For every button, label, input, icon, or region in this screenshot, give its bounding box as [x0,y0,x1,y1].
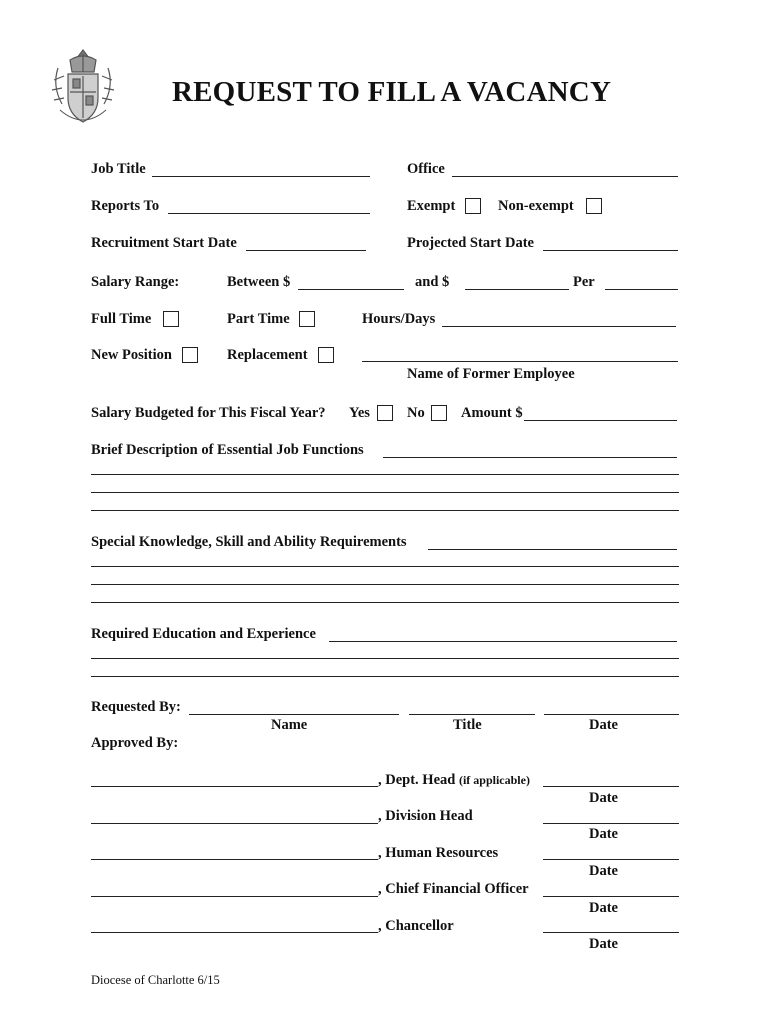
yes-label: Yes [349,405,370,421]
office-label: Office [407,161,445,177]
new-position-checkbox[interactable] [182,347,198,363]
hours-days-field[interactable] [442,326,676,327]
dept-head-date-field[interactable] [543,786,679,787]
requested-date-field[interactable] [544,714,679,715]
cfo-signature-field[interactable] [91,896,378,897]
hr-label: , Human Resources [378,845,499,861]
dept-head-label: , Dept. Head (if applicable) [378,772,530,788]
projected-start-field[interactable] [543,250,678,251]
job-title-field[interactable] [152,176,370,177]
no-checkbox[interactable] [431,405,447,421]
projected-start-label: Projected Start Date [407,235,534,251]
job-functions-line[interactable] [91,510,679,511]
amount-field[interactable] [524,420,677,421]
special-knowledge-line[interactable] [91,584,679,585]
hr-date-field[interactable] [543,859,679,860]
and-label: and $ [415,274,450,290]
no-label: No [407,405,425,421]
part-time-checkbox[interactable] [299,311,315,327]
date-caption: Date [589,826,618,842]
salary-per-field[interactable] [605,289,678,290]
education-field[interactable] [329,641,677,642]
name-caption: Name [271,717,308,733]
per-label: Per [573,274,595,290]
date-caption: Date [589,863,618,879]
yes-checkbox[interactable] [377,405,393,421]
new-position-label: New Position [91,347,172,363]
chancellor-signature-field[interactable] [91,932,378,933]
former-employee-field[interactable] [362,361,678,362]
replacement-label: Replacement [227,347,308,363]
requested-name-field[interactable] [189,714,399,715]
exempt-label: Exempt [407,198,456,214]
reports-to-field[interactable] [168,213,370,214]
if-applicable-note: (if applicable) [458,773,530,787]
between-label: Between $ [227,274,291,290]
chancellor-label: , Chancellor [378,918,454,934]
diocesan-crest-icon [44,46,122,130]
special-knowledge-line[interactable] [91,602,679,603]
cfo-label: , Chief Financial Officer [378,881,529,897]
education-line[interactable] [91,658,679,659]
date-caption: Date [589,900,618,916]
part-time-label: Part Time [227,311,290,327]
office-field[interactable] [452,176,678,177]
dept-head-signature-field[interactable] [91,786,378,787]
title-caption: Title [453,717,482,733]
full-time-checkbox[interactable] [163,311,179,327]
requested-title-field[interactable] [409,714,535,715]
non-exempt-checkbox[interactable] [586,198,602,214]
hours-days-label: Hours/Days [362,311,436,327]
education-line[interactable] [91,676,679,677]
division-head-label: , Division Head [378,808,473,824]
job-functions-label: Brief Description of Essential Job Functions [91,442,364,458]
job-functions-line[interactable] [91,474,679,475]
education-label: Required Education and Experience [91,626,316,642]
salary-min-field[interactable] [298,289,404,290]
salary-budgeted-label: Salary Budgeted for This Fiscal Year? [91,405,326,421]
job-title-label: Job Title [91,161,146,177]
requested-by-label: Requested By: [91,699,181,715]
chancellor-date-field[interactable] [543,932,679,933]
date-caption: Date [589,936,618,952]
full-time-label: Full Time [91,311,152,327]
salary-range-label: Salary Range: [91,274,180,290]
job-functions-line[interactable] [91,492,679,493]
special-knowledge-field[interactable] [428,549,677,550]
page-title: REQUEST TO FILL A VACANCY [172,76,612,108]
special-knowledge-line[interactable] [91,566,679,567]
recruitment-start-label: Recruitment Start Date [91,235,237,251]
salary-max-field[interactable] [465,289,569,290]
cfo-date-field[interactable] [543,896,679,897]
replacement-checkbox[interactable] [318,347,334,363]
job-functions-field[interactable] [383,457,677,458]
non-exempt-label: Non-exempt [498,198,574,214]
date-caption: Date [589,790,618,806]
division-head-signature-field[interactable] [91,823,378,824]
approved-by-label: Approved By: [91,735,179,751]
division-head-date-field[interactable] [543,823,679,824]
exempt-checkbox[interactable] [465,198,481,214]
hr-signature-field[interactable] [91,859,378,860]
reports-to-label: Reports To [91,198,160,214]
amount-label: Amount $ [461,405,523,421]
date-caption: Date [589,717,618,733]
special-knowledge-label: Special Knowledge, Skill and Ability Requirements [91,534,407,550]
recruitment-start-field[interactable] [246,250,366,251]
footer-text: Diocese of Charlotte 6/15 [91,973,220,987]
former-employee-label: Name of Former Employee [407,366,575,382]
